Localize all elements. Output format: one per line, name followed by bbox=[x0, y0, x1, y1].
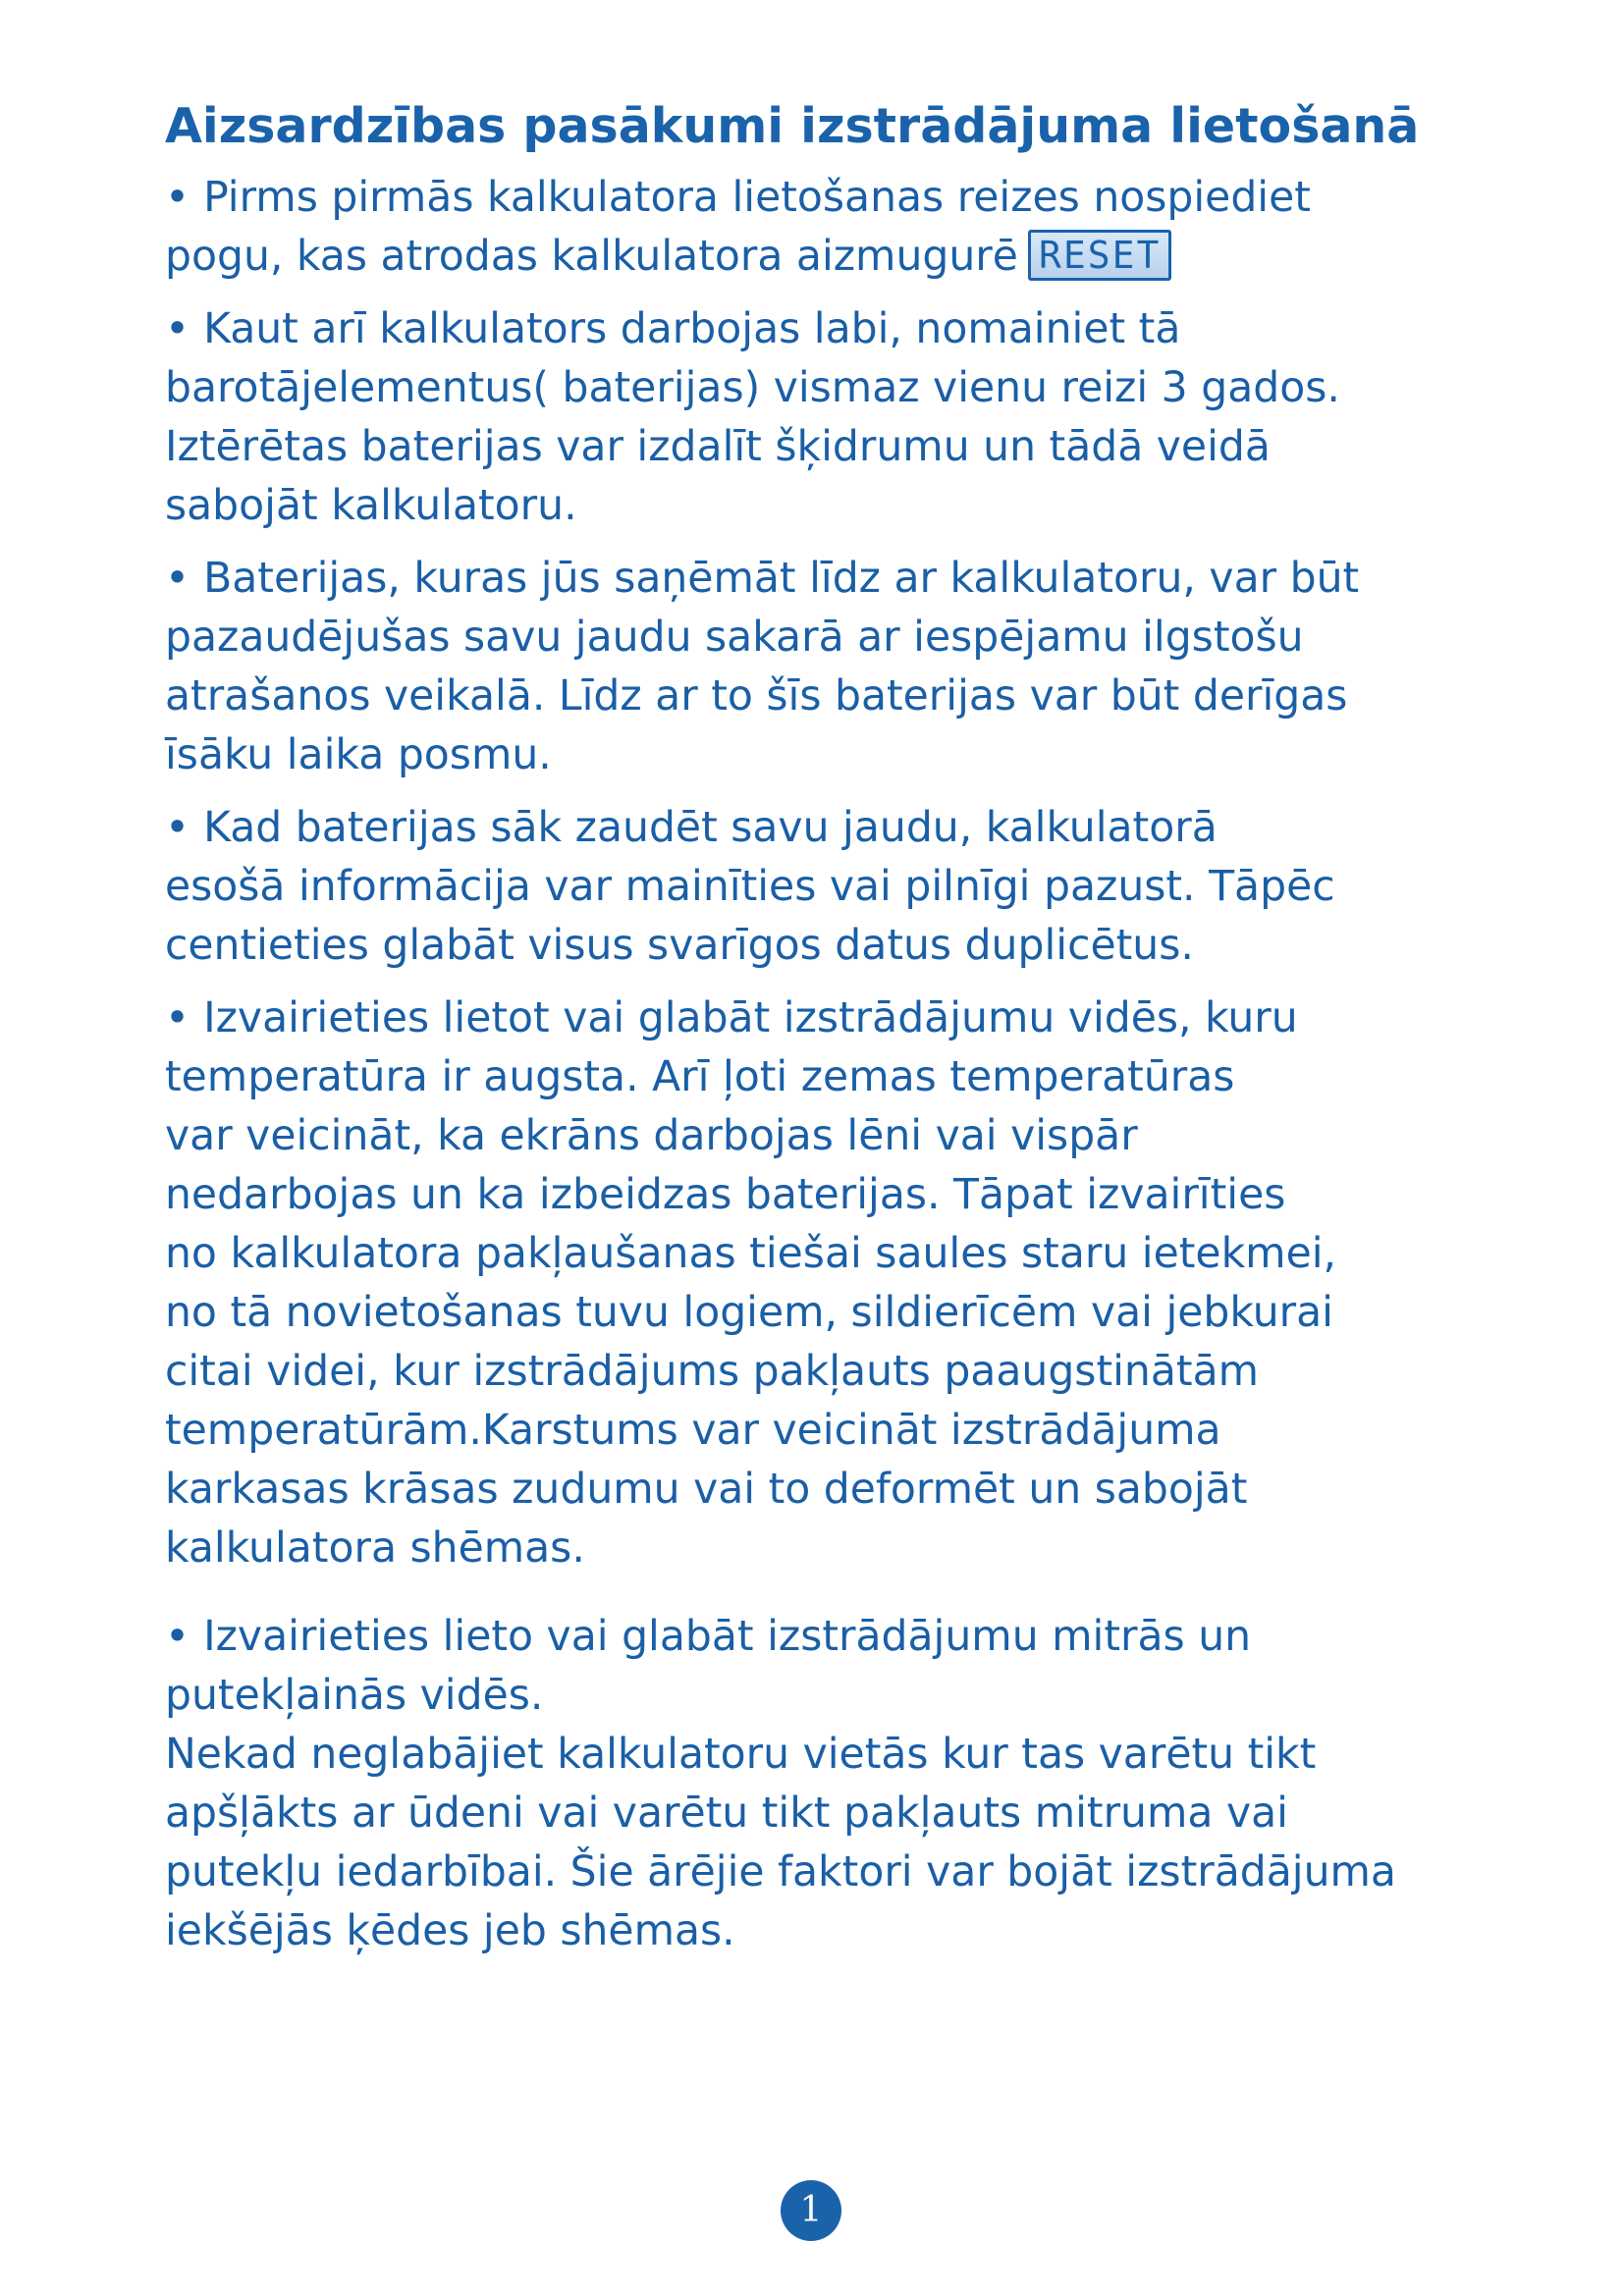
text-line: nedarbojas un ka izbeidzas baterijas. Tāpat izvairīties bbox=[165, 1171, 1286, 1219]
bullet-icon: • bbox=[165, 305, 190, 353]
text-line: temperatūra ir augsta. Arī ļoti zemas temperatūras bbox=[165, 1053, 1235, 1101]
text-line: karkasas krāsas zudumu vai to deformēt un sabojāt bbox=[165, 1466, 1248, 1514]
text-line: apšļākts ar ūdeni vai varētu tikt pakļauts mitruma vai bbox=[165, 1789, 1288, 1838]
text-line: Nekad neglabājiet kalkulatoru vietās kur tas varētu tikt bbox=[165, 1731, 1317, 1779]
reset-key-icon: RESET bbox=[1028, 230, 1171, 281]
precaution-item-reset bbox=[165, 169, 1530, 287]
page-title: Aizsardzības pasākumi izstrādājuma lietošanā bbox=[165, 98, 1420, 154]
precaution-item-humidity-dust bbox=[165, 1608, 1530, 1961]
text-line: • Izvairieties lieto vai glabāt izstrādājumu mitrās un bbox=[165, 1608, 1530, 1667]
text-line: no tā novietošanas tuvu logiem, sildierīcēm vai jebkurai bbox=[165, 1289, 1333, 1337]
text-line: sabojāt kalkulatoru. bbox=[165, 482, 577, 530]
text-line: centieties glabāt visus svarīgos datus duplicētus. bbox=[165, 922, 1194, 970]
text-line: putekļainās vidēs. bbox=[165, 1672, 544, 1720]
bullet-icon: • bbox=[165, 994, 190, 1042]
text-line: pazaudējušas savu jaudu sakarā ar iespējamu ilgstošu bbox=[165, 614, 1304, 662]
precaution-item-temperature bbox=[165, 989, 1530, 1578]
text-line: temperatūrām.Karstums var veicināt izstrādājuma bbox=[165, 1407, 1221, 1455]
text-line: barotājelementus( baterijas) vismaz vienu reizi 3 gados. bbox=[165, 364, 1340, 412]
text-line: iekšējās ķēdes jeb shēmas. bbox=[165, 1907, 735, 1955]
text-line: • Izvairieties lietot vai glabāt izstrādājumu vidēs, kuru bbox=[165, 989, 1530, 1048]
page-number-badge: 1 bbox=[781, 2180, 841, 2241]
text-line: var veicināt, ka ekrāns darbojas lēni vai vispār bbox=[165, 1112, 1138, 1160]
text-line: esošā informācija var mainīties vai pilnīgi pazust. Tāpēc bbox=[165, 863, 1335, 911]
precaution-item-supplied-batteries bbox=[165, 550, 1530, 785]
text-line: pogu, kas atrodas kalkulatora aizmugurē RESET bbox=[165, 228, 1530, 287]
text-line: • Baterijas, kuras jūs saņēmāt līdz ar kalkulatoru, var būt bbox=[165, 550, 1530, 609]
document-body bbox=[165, 94, 1530, 1975]
text-line: putekļu iedarbībai. Šie ārējie faktori var bojāt izstrādājuma bbox=[165, 1848, 1396, 1896]
bullet-icon: • bbox=[165, 555, 190, 603]
text-line: • Kad baterijas sāk zaudēt savu jaudu, kalkulatorā bbox=[165, 799, 1530, 858]
text-line: • Pirms pirmās kalkulatora lietošanas reizes nospiediet bbox=[165, 169, 1530, 228]
text-line: • Kaut arī kalkulators darbojas labi, nomainiet tā bbox=[165, 300, 1530, 359]
text-line: no kalkulatora pakļaušanas tiešai saules staru ietekmei, bbox=[165, 1230, 1337, 1278]
text-line: kalkulatora shēmas. bbox=[165, 1524, 585, 1573]
text-line: atrašanos veikalā. Līdz ar to šīs baterijas var būt derīgas bbox=[165, 672, 1348, 721]
text-line: īsāku laika posmu. bbox=[165, 731, 552, 779]
bullet-icon: • bbox=[165, 804, 190, 852]
bullet-icon: • bbox=[165, 174, 190, 222]
precaution-item-data-backup bbox=[165, 799, 1530, 976]
bullet-icon: • bbox=[165, 1613, 190, 1661]
precaution-item-battery-replacement bbox=[165, 300, 1530, 536]
text-line: citai videi, kur izstrādājums pakļauts paaugstinātām bbox=[165, 1348, 1260, 1396]
text-line: Iztērētas baterijas var izdalīt šķidrumu un tādā veidā bbox=[165, 423, 1271, 471]
